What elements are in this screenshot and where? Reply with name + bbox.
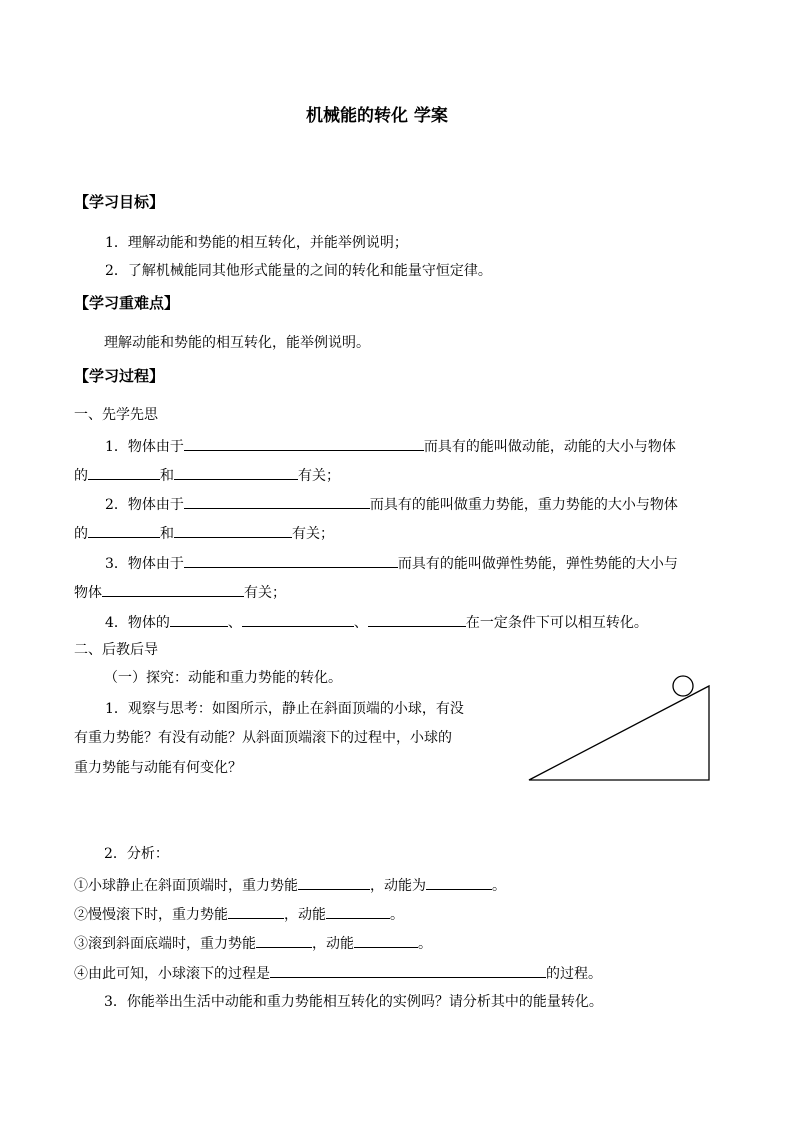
q1-text-d: 和 (160, 468, 174, 484)
q1-blank-2[interactable] (88, 464, 160, 480)
process-heading: 【学习过程】 (74, 367, 165, 385)
q3-line2 (74, 581, 286, 603)
q4-text-a: 4．物体的 (105, 615, 170, 631)
key-heading: 【学习重难点】 (74, 294, 180, 312)
observe-line-1: 1．观察与思考：如图所示，静止在斜面顶端的小球，有没 (105, 701, 464, 717)
a1-text-c: 。 (492, 878, 506, 894)
q4-blank-3[interactable] (368, 611, 466, 627)
q1-text-e: 有关； (298, 468, 340, 484)
key-text: 理解动能和势能的相互转化，能举例说明。 (104, 335, 370, 351)
q2-text-b: 而具有的能叫做重力势能，重力势能的大小与物体 (369, 497, 678, 513)
q1-text-c: 的 (74, 468, 88, 484)
ball (673, 676, 693, 696)
q3-line1 (105, 552, 678, 574)
q2-text-c: 的 (74, 526, 88, 542)
q3-blank-2[interactable] (102, 581, 244, 597)
q4-text-b: 、 (227, 615, 242, 631)
q2-line2 (74, 522, 334, 544)
a4-text-a: ④由此可知，小球滚下的过程是 (74, 966, 270, 982)
q1-blank-3[interactable] (174, 464, 298, 480)
a1-text-b: ，动能为 (370, 878, 426, 894)
q3-text-d: 有关； (244, 585, 286, 601)
q2-blank-1[interactable] (184, 493, 370, 509)
q3-text-b: 而具有的能叫做弹性势能，弹性势能的大小与 (397, 556, 678, 572)
q2-text-e: 有关； (292, 526, 334, 542)
q1-blank-1[interactable] (184, 435, 424, 451)
a2-text-b: ，动能 (284, 907, 326, 923)
q4-line (105, 611, 648, 633)
a2-text-c: 。 (390, 907, 404, 923)
q4-text-c: 、 (353, 615, 368, 631)
observe-line-3: 重力势能与动能有何变化？ (74, 760, 242, 776)
explore-subheading: （一）探究：动能和重力势能的转化。 (104, 670, 342, 686)
observe-line-2: 有重力势能？有没有动能？从斜面顶端滚下的过程中，小球的 (74, 730, 452, 746)
q1-line1 (105, 435, 676, 457)
a4-blank-1[interactable] (270, 962, 546, 978)
a4-text-b: 的过程。 (546, 966, 602, 982)
q2-blank-2[interactable] (88, 522, 160, 538)
q2-text-a: 2．物体由于 (105, 497, 184, 513)
incline-with-ball-icon (526, 674, 716, 784)
q1-line2 (74, 464, 340, 486)
goals-heading: 【学习目标】 (74, 193, 165, 211)
question-3: 3．你能举出生活中动能和重力势能相互转化的实例吗？请分析其中的能量转化。 (104, 994, 603, 1010)
q4-blank-1[interactable] (170, 611, 228, 627)
q3-text-c: 物体 (74, 585, 102, 601)
part-one-heading: 一、先学先思 (74, 407, 158, 423)
q4-blank-2[interactable] (242, 611, 354, 627)
q2-blank-3[interactable] (174, 522, 292, 538)
a3-text-c: 。 (418, 936, 432, 952)
a3-blank-2[interactable] (354, 932, 418, 948)
q2-line1 (105, 493, 678, 515)
part-two-heading: 二、后教后导 (74, 642, 158, 658)
q1-text-b: 而具有的能叫做动能，动能的大小与物体 (423, 439, 676, 455)
q3-blank-1[interactable] (184, 552, 398, 568)
q2-text-d: 和 (160, 526, 174, 542)
goal-1: 1．理解动能和势能的相互转化，并能举例说明； (105, 235, 408, 251)
a1-blank-1[interactable] (298, 874, 370, 890)
q1-text-a: 1．物体由于 (105, 439, 184, 455)
a3-text-b: ，动能 (312, 936, 354, 952)
page-title: 机械能的转化 学案 (306, 106, 448, 126)
a3-blank-1[interactable] (256, 932, 312, 948)
a2-text-a: ②慢慢滚下时，重力势能 (74, 907, 228, 923)
analysis-3 (74, 932, 432, 954)
analysis-2 (74, 903, 404, 925)
a3-text-a: ③滚到斜面底端时，重力势能 (74, 936, 256, 952)
a1-blank-2[interactable] (426, 874, 492, 890)
q4-text-d: 在一定条件下可以相互转化。 (465, 615, 648, 631)
analysis-4 (74, 962, 602, 984)
goal-2: 2．了解机械能同其他形式能量的之间的转化和能量守恒定律。 (105, 263, 492, 279)
q3-text-a: 3．物体由于 (105, 556, 184, 572)
incline-triangle (529, 686, 709, 780)
analysis-heading: 2．分析： (104, 846, 169, 862)
a2-blank-1[interactable] (228, 903, 284, 919)
analysis-1 (74, 874, 506, 896)
a2-blank-2[interactable] (326, 903, 390, 919)
a1-text-a: ①小球静止在斜面顶端时，重力势能 (74, 878, 298, 894)
